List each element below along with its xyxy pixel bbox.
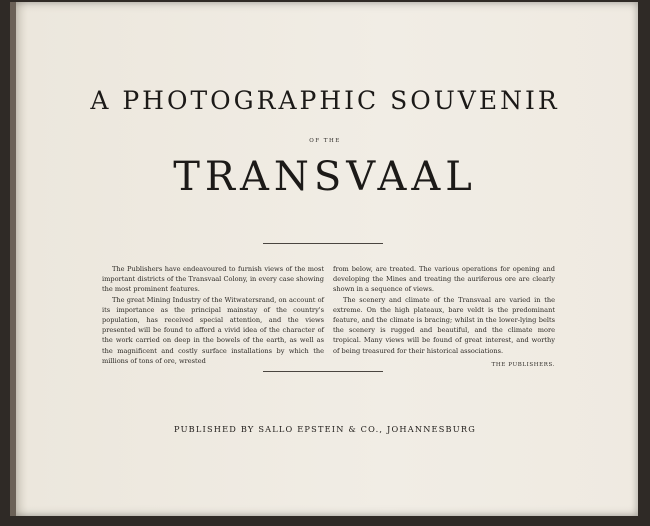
- publisher-line: PUBLISHED BY SALLO EPSTEIN & CO., JOHANNESBURG: [174, 424, 476, 434]
- intro-paragraph: from below, are treated. The various operations for opening and developing the Mines and treating the auriferous ore are clearly shown in a sequence of views.: [333, 265, 555, 294]
- title-page: [10, 2, 638, 516]
- divider-bottom: [263, 371, 383, 372]
- intro-paragraph: The great Mining Industry of the Witwatersrand, on account of its importance as the principal mainstay of the country's population, has received special attention, and the views presented will be found to afford a vivid idea of the character of the work carried on deep in the bowels of the earth, as well as the magnificent and costly surface installations by which the millions of tons of ore, wrested: [102, 295, 324, 365]
- divider-top: [263, 243, 383, 244]
- intro-column-left: [102, 264, 324, 366]
- intro-column-right: [333, 264, 555, 370]
- title-connector: OF THE: [309, 138, 341, 144]
- intro-paragraph: The scenery and climate of the Transvaal are varied in the extreme. On the high plateaux, bare veldt is the predominant feature, and the climate is bracing; whilst in the lower-lying belts the scenery is rugged and beautiful, and the climate more tropical. Many views will be found of great interest, and worthy of being treasured for their historical associations.: [333, 295, 555, 355]
- title-line-2: TRANSVAAL: [173, 154, 477, 200]
- intro-paragraph: The Publishers have endeavoured to furnish views of the most important districts of the Transvaal Colony, in every case showing the most prominent features.: [102, 265, 324, 294]
- book-spine: [10, 2, 16, 516]
- publishers-signature: THE PUBLISHERS.: [491, 361, 555, 368]
- title-line-1: A PHOTOGRAPHIC SOUVENIR: [90, 86, 560, 115]
